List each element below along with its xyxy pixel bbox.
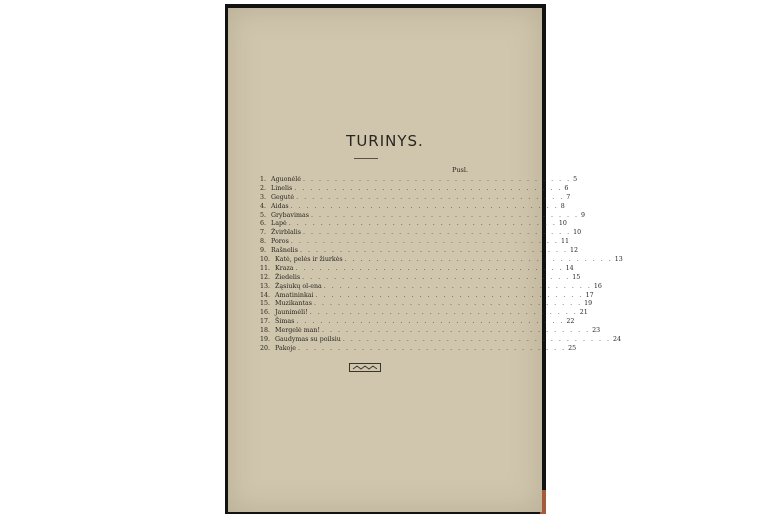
toc-entry-page: 10 xyxy=(573,229,582,237)
toc-entry-page: 10 xyxy=(558,220,567,228)
toc-entry-number: 18. xyxy=(260,327,271,335)
toc-entry xyxy=(260,300,593,309)
toc-entry-title: Katė, pelės ir žiurkės xyxy=(275,256,343,264)
toc-entry xyxy=(260,229,582,238)
ornament-icon xyxy=(349,363,381,372)
toc-entry-title: Linelis xyxy=(271,184,293,192)
toc-leader-dots: . . . . . . . . . . . . . . . . . . . . . . . . . . . . . . . . . . xyxy=(298,344,567,352)
toc-entry-title: Grybavimas xyxy=(271,211,309,219)
toc-entry-title: Jaunimėli! xyxy=(275,309,308,317)
toc-leader-dots: . . . . . . . . . . . . . . . . . . . . . . . . . . . . . . . . . . xyxy=(302,176,572,183)
toc-leader-dots: . . . . . . . . . . . . . . . . . . . . . . . . . . . . . . . . . . xyxy=(323,282,592,290)
toc-leader-dots: . . . . . . . . . . . . . . . . . . . . . . . . . . . . . . . . . . xyxy=(303,229,572,237)
toc-entry xyxy=(260,220,567,229)
toc-leader-dots: . . . . . . . . . . . . . . . . . . . . . . . . . . . . . . . . . . xyxy=(294,184,563,192)
toc-entry-number: 8. xyxy=(260,238,267,246)
toc-leader-dots: . . . . . . . . . . . . . . . . . . . . . . . . . . . . . . . . . . xyxy=(344,256,613,264)
toc-entry xyxy=(260,273,581,283)
toc-entry-page: 11 xyxy=(560,238,569,246)
toc-entry-title: Aguonėlė xyxy=(271,176,301,183)
toc-leader-dots: . . . . . . . . . . . . . . . . . . . . . . . . . . . . . . . . . . xyxy=(315,291,584,299)
toc-entry-title: Aidas xyxy=(271,202,289,210)
toc-entry xyxy=(260,202,565,212)
table-of-contents xyxy=(260,176,623,354)
toc-entry-page: 25 xyxy=(568,344,577,352)
toc-entry-title: Šimas xyxy=(275,318,295,326)
toc-entry xyxy=(260,256,623,265)
toc-entry-number: 15. xyxy=(260,300,271,308)
toc-entry-page: 24 xyxy=(612,336,621,344)
toc-entry-page: 17 xyxy=(585,291,594,299)
toc-entry-page: 6 xyxy=(564,184,569,192)
toc-entry-number: 1. xyxy=(260,176,267,183)
toc-entry-page: 15 xyxy=(572,273,581,281)
toc-entry xyxy=(260,193,571,203)
toc-entry-number: 4. xyxy=(260,202,267,210)
toc-leader-dots: . . . . . . . . . . . . . . . . . . . . . . . . . . . . . . . . . . xyxy=(322,327,591,335)
toc-entry-page: 9 xyxy=(581,211,586,219)
toc-entry-page: 5 xyxy=(573,176,578,183)
toc-entry-number: 2. xyxy=(260,184,267,192)
toc-leader-dots: . . . . . . . . . . . . . . . . . . . . . . . . . . . . . . . . . . xyxy=(288,220,557,228)
toc-entry-title: Amatininkai xyxy=(275,291,314,299)
toc-entry-number: 5. xyxy=(260,211,267,219)
toc-entry-page: 8 xyxy=(560,202,565,210)
toc-leader-dots: . . . . . . . . . . . . . . . . . . . . . . . . . . . . . . . . . . xyxy=(295,264,564,272)
toc-entry-page: 13 xyxy=(614,256,623,264)
toc-leader-dots: . . . . . . . . . . . . . . . . . . . . . . . . . . . . . . . . . . xyxy=(342,336,611,344)
toc-entry xyxy=(260,309,588,318)
toc-entry-page: 21 xyxy=(579,309,588,317)
toc-entry-number: 13. xyxy=(260,282,271,290)
toc-entry-page: 14 xyxy=(565,264,574,272)
toc-entry-number: 11. xyxy=(260,264,271,272)
toc-entry xyxy=(260,264,574,274)
toc-entry-title: Kraza xyxy=(275,264,294,272)
toc-entry-number: 12. xyxy=(260,273,271,281)
toc-entry xyxy=(260,327,601,336)
toc-entry-number: 10. xyxy=(260,256,271,264)
toc-entry xyxy=(260,318,575,327)
toc-entry xyxy=(260,282,602,292)
toc-entry-title: Gaudymas su poilsiu xyxy=(275,336,341,344)
toc-entry-number: 17. xyxy=(260,318,271,326)
toc-leader-dots: . . . . . . . . . . . . . . . . . . . . . . . . . . . . . . . . . . xyxy=(314,300,583,308)
toc-leader-dots: . . . . . . . . . . . . . . . . . . . . . . . . . . . . . . . . . . xyxy=(290,202,559,210)
toc-entry-title: Pakoje xyxy=(275,344,297,352)
toc-entry-page: 23 xyxy=(592,327,601,335)
toc-entry-title: Gegutė xyxy=(271,193,295,201)
toc-entry-title: Žiedelis xyxy=(275,273,301,281)
toc-leader-dots: . . . . . . . . . . . . . . . . . . . . . . . . . . . . . . . . . . xyxy=(302,273,571,281)
toc-entry-title: Žvirblalis xyxy=(271,229,302,237)
toc-entry xyxy=(260,291,594,301)
toc-entry xyxy=(260,336,621,345)
toc-entry-title: Mergelė man! xyxy=(275,327,321,335)
toc-entry-title: Rašnelis xyxy=(271,247,298,255)
toc-entry-number: 7. xyxy=(260,229,267,237)
page-title: TURINYS. xyxy=(346,132,424,150)
toc-entry-page: 7 xyxy=(566,193,571,201)
toc-entry-number: 19. xyxy=(260,336,271,344)
toc-entry-title: Poros xyxy=(271,238,289,246)
toc-entry-number: 6. xyxy=(260,220,267,228)
toc-entry xyxy=(260,184,569,194)
toc-entry xyxy=(260,247,579,256)
toc-entry-title: Muzikantas xyxy=(275,300,312,308)
toc-entry xyxy=(260,238,569,247)
toc-leader-dots: . . . . . . . . . . . . . . . . . . . . . . . . . . . . . . . . . . xyxy=(296,318,565,326)
toc-entry-number: 9. xyxy=(260,247,267,255)
page-column-label: Pusl. xyxy=(452,166,469,174)
toc-leader-dots: . . . . . . . . . . . . . . . . . . . . . . . . . . . . . . . . . . xyxy=(299,247,569,255)
toc-leader-dots: . . . . . . . . . . . . . . . . . . . . . . . . . . . . . . . . . . xyxy=(290,238,559,246)
toc-leader-dots: . . . . . . . . . . . . . . . . . . . . . . . . . . . . . . . . . . xyxy=(310,211,580,219)
book-page xyxy=(228,8,623,512)
toc-entry-page: 22 xyxy=(566,318,575,326)
toc-entry-title: Lapė xyxy=(271,220,287,228)
toc-entry-number: 14. xyxy=(260,291,271,299)
toc-entry-number: 20. xyxy=(260,344,271,352)
toc-leader-dots: . . . . . . . . . . . . . . . . . . . . . . . . . . . . . . . . . . xyxy=(309,309,578,317)
toc-entry-number: 16. xyxy=(260,309,271,317)
toc-entry-page: 19 xyxy=(584,300,593,308)
toc-entry-title: Žąsiukų ol-ena xyxy=(275,282,322,290)
toc-entry xyxy=(260,344,577,354)
title-divider xyxy=(354,158,378,159)
toc-entry xyxy=(260,211,586,221)
toc-entry-page: 12 xyxy=(570,247,579,255)
toc-entry-number: 3. xyxy=(260,193,267,201)
toc-entry xyxy=(260,176,578,185)
toc-entry-page: 16 xyxy=(593,282,602,290)
toc-leader-dots: . . . . . . . . . . . . . . . . . . . . . . . . . . . . . . . . . . xyxy=(296,193,565,201)
